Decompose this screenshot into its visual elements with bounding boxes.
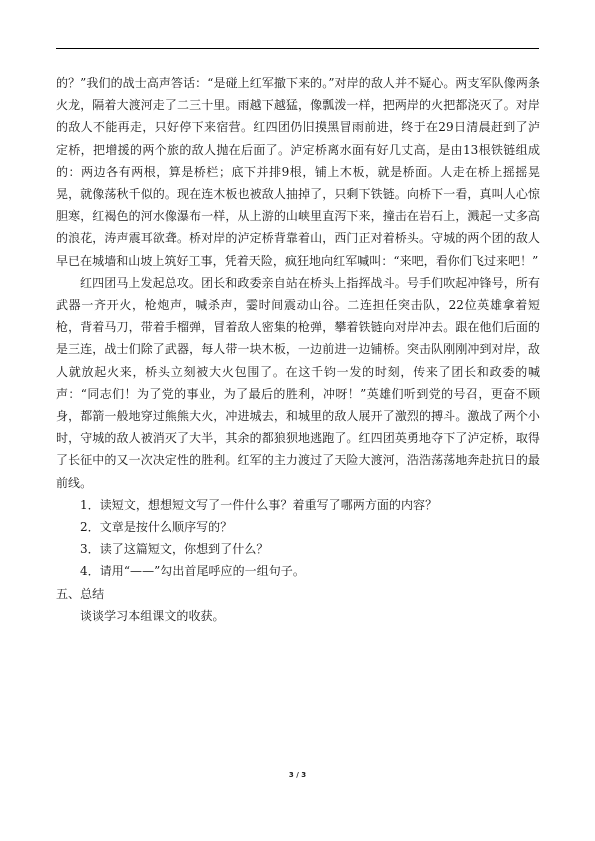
question-2: 2．文章是按什么顺序写的？ <box>80 520 233 535</box>
section-heading-summary: 五、总结 <box>56 586 105 601</box>
paragraph-final-assault: 红四团马上发起总攻。团长和政委亲自站在桥头上指挥战斗。号手们吹起冲锋号，所有武器一齐开火，枪炮声，喊杀声，霎时间震动山谷。二连担任突击队，22位英雄拿着短枪，背着马刀，带着手榴弹，冒着敌人密集的枪弹，攀着铁链向对岸冲去。跟在他们后面的是三连，战士们除了武器，每人带一块木板，一边前进一边铺桥。突击队刚刚冲到对岸，敌人就放起火来，桥头立刻被大火包围了。在这千钧一发的时刻，传来了团长和政委的喊声：“同志们！为了党的事业，为了最后的胜利，冲呀！”英雄们听到党的号召，更奋不顾身，都箭一般地穿过熊熊大火，冲进城去，和城里的敌人展开了激烈的搏斗。激战了两个小时，守城的敌人被消灭了大半，其余的都狼狈地逃跑了。红四团英勇地夺下了泸定桥，取得了长征中的又一次决定性的胜利。红军的主力渡过了天险大渡河，浩浩荡荡地奔赴抗日的最前线。 <box>56 275 540 490</box>
question-1: 1．读短文，想想短文写了一件什么事？着重写了哪两方面的内容？ <box>80 497 438 512</box>
paragraph-story-continued: 的？”我们的战士高声答话：“是碰上红军撤下来的。”对岸的敌人并不疑心。两支军队像两条火龙，隔着大渡河走了二三十里。雨越下越猛，像瓢泼一样，把两岸的火把都浇灭了。对岸的敌人不能再走，只好停下来宿营。红四团仍旧摸黑冒雨前进，终于在29日清晨赶到了泸定桥，把增援的两个旅的敌人抛在后面了。泸定桥离水面有好几丈高，是由13根铁链组成的：两边各有两根，算是桥栏；底下并排9根，铺上木板，就是桥面。人走在桥上摇摇晃晃，就像荡秋千似的。现在连木板也被敌人抽掉了，只剩下铁链。向桥下一看，真叫人心惊胆寒，红褐色的河水像瀑布一样，从上游的山峡里直泻下来，撞击在岩石上，溅起一丈多高的浪花，涛声震耳欲聋。桥对岸的泸定桥背靠着山，西门正对着桥头。守城的两个团的敌人早已在城墙和山坡上筑好工事，凭着天险，疯狂地向红军喊叫：“来吧，看你们飞过来吧！” <box>56 76 540 268</box>
question-4: 4．请用“——”勾出首尾呼应的一组句子。 <box>80 564 305 579</box>
page-number: 3 / 3 <box>288 771 307 779</box>
document-body <box>56 72 540 627</box>
header-rule <box>56 48 539 49</box>
question-3: 3．读了这篇短文，你想到了什么？ <box>80 542 269 557</box>
summary-instruction: 谈谈学习本组课文的收获。 <box>80 608 225 623</box>
